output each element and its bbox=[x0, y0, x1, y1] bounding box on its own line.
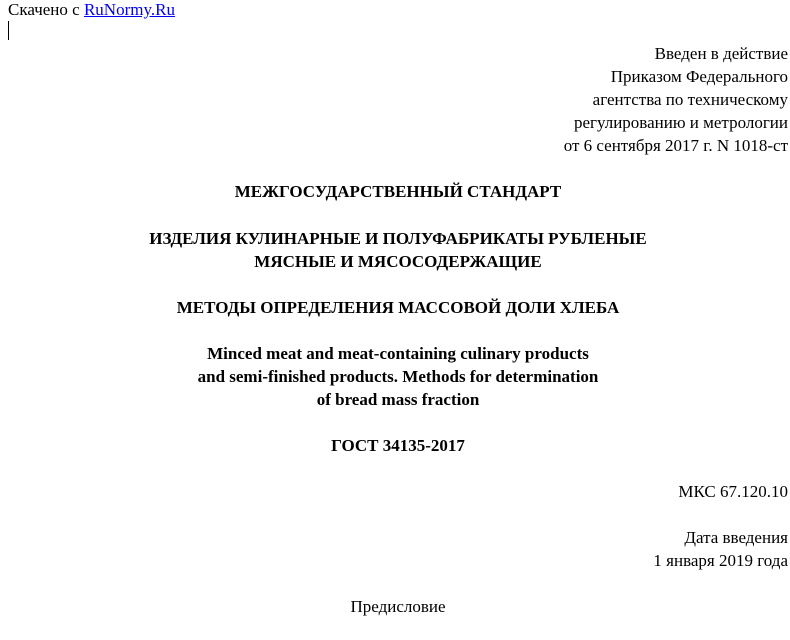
mks-block bbox=[678, 480, 788, 503]
subtitle-ru-heading bbox=[0, 296, 790, 319]
approval-line: Введен в действие bbox=[654, 44, 788, 63]
approval-line: агентства по техническому bbox=[592, 90, 788, 109]
mks-code: МКС 67.120.10 bbox=[678, 482, 788, 501]
title-en-line: Minced meat and meat-containing culinary products bbox=[207, 344, 589, 363]
download-prefix: Скачено с bbox=[8, 0, 80, 19]
approval-line: от 6 сентября 2017 г. N 1018-ст bbox=[563, 136, 788, 155]
text-cursor bbox=[8, 21, 9, 40]
gost-number-heading bbox=[0, 434, 790, 457]
intro-date-block bbox=[653, 526, 788, 572]
standard-type: МЕЖГОСУДАРСТВЕННЫЙ СТАНДАРТ bbox=[234, 182, 562, 201]
title-en-line: of bread mass fraction bbox=[316, 390, 480, 409]
subtitle-ru: МЕТОДЫ ОПРЕДЕЛЕНИЯ МАССОВОЙ ДОЛИ ХЛЕБА bbox=[176, 298, 620, 317]
preface-heading: Предисловие bbox=[350, 597, 446, 616]
download-source-line bbox=[8, 0, 175, 21]
title-ru-line: ИЗДЕЛИЯ КУЛИНАРНЫЕ И ПОЛУФАБРИКАТЫ РУБЛЕНЫЕ bbox=[149, 229, 647, 248]
approval-line: Приказом Федерального bbox=[610, 67, 788, 86]
title-ru-heading bbox=[0, 227, 790, 273]
title-en-heading bbox=[0, 342, 790, 411]
title-ru-line: МЯСНЫЕ И МЯСОСОДЕРЖАЩИЕ bbox=[254, 252, 542, 271]
title-en-line: and semi-finished products. Methods for determination bbox=[197, 367, 599, 386]
approval-line: регулированию и метрологии bbox=[573, 113, 788, 132]
intro-date-value: 1 января 2019 года bbox=[653, 551, 788, 570]
runormy-link[interactable]: RuNormy.Ru bbox=[83, 0, 175, 19]
gost-number: ГОСТ 34135-2017 bbox=[331, 436, 465, 455]
intro-date-label: Дата введения bbox=[684, 528, 788, 547]
standard-type-heading bbox=[0, 180, 790, 203]
approval-block bbox=[564, 42, 788, 157]
